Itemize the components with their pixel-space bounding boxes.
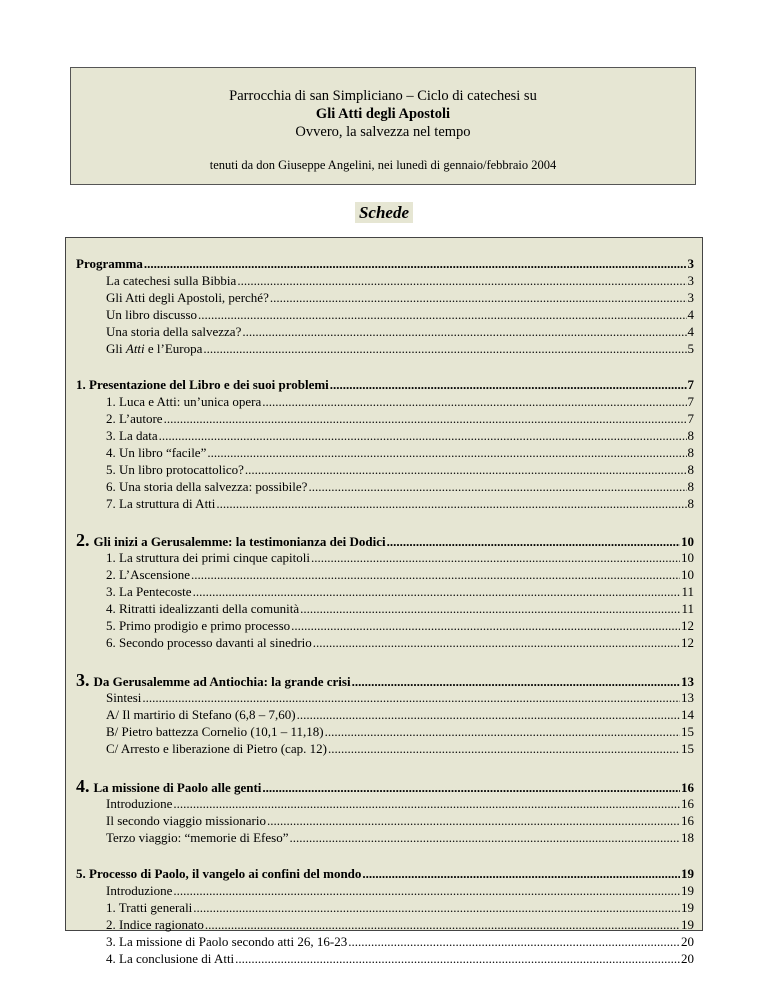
toc-item[interactable]: Un libro discusso ..... 4 (106, 307, 694, 323)
toc-item[interactable]: 4. La conclusione di Atti ..... 20 (106, 951, 694, 967)
toc-item[interactable]: 7. La struttura di Atti ..... 8 (106, 496, 694, 512)
course-title: Gli Atti degli Apostoli (315, 106, 451, 122)
toc-item[interactable]: A/ Il martirio di Stefano (6,8 – 7,60) ..... 14 (106, 707, 694, 723)
toc-section-3[interactable]: 3. Da Gerusalemme ad Antiochia: la grande crisi ..... 13 (76, 670, 694, 691)
toc-item[interactable]: 2. L’Ascensione ..... 10 (106, 567, 694, 583)
schede-heading: Schede (0, 203, 768, 223)
toc-item[interactable]: Introduzione ..... 16 (106, 796, 694, 812)
toc-item[interactable]: Gli Atti e l’Europa ..... 5 (106, 341, 694, 357)
toc-section-4[interactable]: 4. La missione di Paolo alle genti ..... 16 (76, 776, 694, 797)
toc-section-programma[interactable]: Programma ..... 3 (76, 256, 694, 272)
toc-item[interactable]: 5. Un libro protocattolico? ..... 8 (106, 462, 694, 478)
toc-item[interactable]: Terzo viaggio: “memorie di Efeso” ..... 18 (106, 830, 694, 846)
toc-item[interactable]: Il secondo viaggio missionario ..... 16 (106, 813, 694, 829)
toc-item[interactable]: 6. Una storia della salvezza: possibile? ..... 8 (106, 479, 694, 495)
toc-item[interactable]: Sintesi ..... 13 (106, 690, 694, 706)
toc-section-1[interactable]: 1. Presentazione del Libro e dei suoi problemi ..... 7 (76, 377, 694, 393)
toc-item[interactable]: 1. Luca e Atti: un’unica opera ..... 7 (106, 394, 694, 410)
toc-item[interactable]: 2. L’autore ..... 7 (106, 411, 694, 427)
toc-item[interactable]: 2. Indice ragionato ..... 19 (106, 917, 694, 933)
toc-item[interactable]: 1. Tratti generali ..... 19 (106, 900, 694, 916)
toc-item[interactable]: 5. Primo prodigio e primo processo ..... 12 (106, 618, 694, 634)
toc-item[interactable]: La catechesi sulla Bibbia ..... 3 (106, 273, 694, 289)
toc-item[interactable]: 6. Secondo processo davanti al sinedrio ..... 12 (106, 635, 694, 651)
toc-item[interactable]: B/ Pietro battezza Cornelio (10,1 – 11,18) ..... 15 (106, 724, 694, 740)
toc-item[interactable]: 3. La Pentecoste ..... 11 (106, 584, 694, 600)
toc-item[interactable]: 3. La data ..... 8 (106, 428, 694, 444)
course-subtitle: Ovvero, la salvezza nel tempo (295, 124, 471, 140)
toc-item[interactable]: 4. Un libro “facile” ..... 8 (106, 445, 694, 461)
toc-item[interactable]: C/ Arresto e liberazione di Pietro (cap. 12) ..... 15 (106, 741, 694, 757)
toc-item[interactable]: Introduzione ..... 19 (106, 883, 694, 899)
toc-section-2[interactable]: 2. Gli inizi a Gerusalemme: la testimonianza dei Dodici ..... 10 (76, 530, 694, 551)
toc-item[interactable]: 1. La struttura dei primi cinque capitoli ..... 10 (106, 550, 694, 566)
toc-item[interactable]: 3. La missione di Paolo secondo atti 26, 16-23 ..... 20 (106, 934, 694, 950)
table-of-contents (65, 237, 703, 966)
header-box (70, 67, 696, 185)
parish-line: Parrocchia di san Simpliciano – Ciclo di catechesi su (229, 88, 537, 104)
toc-item[interactable]: Gli Atti degli Apostoli, perché? ..... 3 (106, 290, 694, 306)
lecturer-line: tenuti da don Giuseppe Angelini, nei lunedì di gennaio/febbraio 2004 (209, 158, 557, 172)
toc-section-5[interactable]: 5. Processo di Paolo, il vangelo ai confini del mondo ..... 19 (76, 866, 694, 882)
toc-item[interactable]: Una storia della salvezza? ..... 4 (106, 324, 694, 340)
toc-item[interactable]: 4. Ritratti idealizzanti della comunità ..... 11 (106, 601, 694, 617)
